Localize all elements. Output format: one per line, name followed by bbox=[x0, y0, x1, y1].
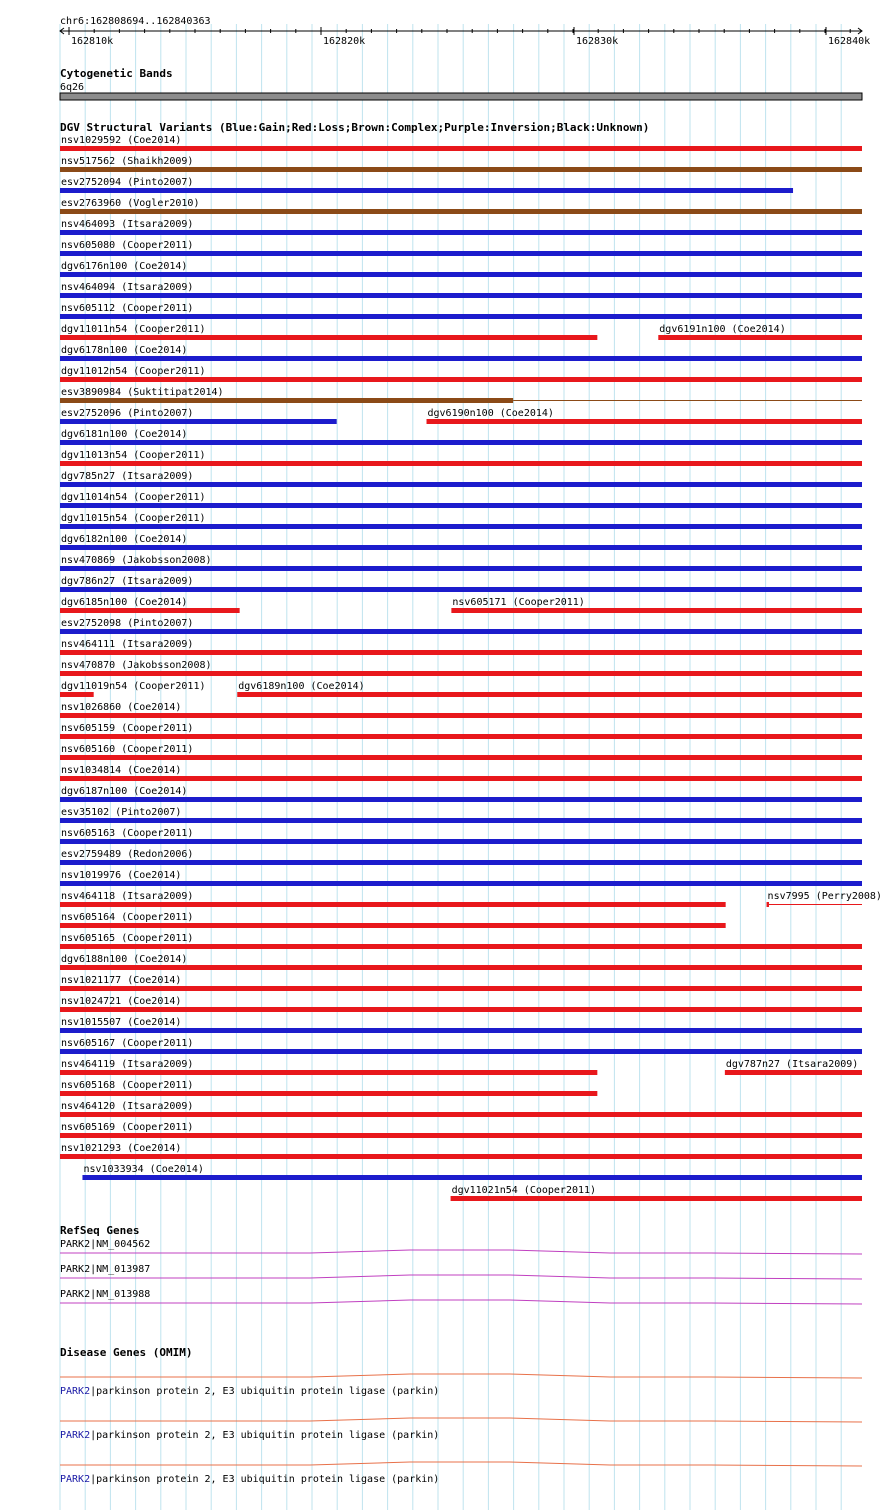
dgv-feature-label: nsv605165 (Cooper2011) bbox=[61, 933, 194, 944]
dgv-feature[interactable] bbox=[60, 807, 862, 823]
dgv-feature-bar[interactable] bbox=[60, 377, 862, 382]
dgv-feature-label: dgv6182n100 (Coe2014) bbox=[61, 534, 188, 545]
dgv-feature[interactable] bbox=[60, 765, 862, 781]
dgv-feature[interactable] bbox=[60, 870, 862, 886]
dgv-feature-bar[interactable] bbox=[60, 608, 240, 613]
refseq-gene-line[interactable] bbox=[60, 1300, 862, 1304]
dgv-feature-label: nsv605169 (Cooper2011) bbox=[61, 1122, 194, 1133]
dgv-feature-bar[interactable] bbox=[60, 986, 862, 991]
dgv-feature[interactable] bbox=[451, 597, 862, 613]
refseq-track-title: RefSeq Genes bbox=[60, 1224, 140, 1237]
dgv-feature-bar[interactable] bbox=[60, 944, 862, 949]
dgv-feature-bar[interactable] bbox=[60, 482, 862, 487]
dgv-feature-label: dgv11011n54 (Cooper2011) bbox=[61, 324, 206, 335]
dgv-feature[interactable] bbox=[658, 324, 862, 340]
dgv-feature-label: dgv786n27 (Itsara2009) bbox=[61, 576, 194, 587]
dgv-feature[interactable] bbox=[60, 933, 862, 949]
dgv-feature-label: dgv11014n54 (Cooper2011) bbox=[61, 492, 206, 503]
dgv-feature-label: nsv1021177 (Coe2014) bbox=[61, 975, 182, 986]
dgv-feature-label: esv2752096 (Pinto2007) bbox=[61, 408, 194, 419]
omim-entry[interactable] bbox=[60, 1462, 862, 1485]
dgv-feature-label: nsv464120 (Itsara2009) bbox=[61, 1101, 194, 1112]
dgv-feature[interactable] bbox=[60, 681, 206, 697]
dgv-feature-label: dgv6191n100 (Coe2014) bbox=[659, 324, 786, 335]
dgv-feature-label: dgv11019n54 (Cooper2011) bbox=[61, 681, 206, 692]
dgv-feature-bar[interactable] bbox=[60, 566, 862, 571]
dgv-feature-label: nsv605164 (Cooper2011) bbox=[61, 912, 194, 923]
dgv-feature[interactable] bbox=[60, 177, 793, 193]
dgv-feature-bar[interactable] bbox=[60, 1154, 862, 1159]
dgv-feature-bar[interactable] bbox=[60, 734, 862, 739]
dgv-feature[interactable] bbox=[60, 639, 862, 655]
omim-entry[interactable] bbox=[60, 1418, 862, 1441]
refseq-track bbox=[60, 1224, 862, 1304]
ruler-tick-label: 162810k bbox=[71, 36, 114, 47]
dgv-feature-label: dgv11013n54 (Cooper2011) bbox=[61, 450, 206, 461]
dgv-feature-label: dgv6190n100 (Coe2014) bbox=[427, 408, 554, 419]
dgv-feature[interactable] bbox=[60, 240, 862, 256]
dgv-feature[interactable] bbox=[60, 702, 862, 718]
dgv-feature-bar[interactable] bbox=[60, 398, 513, 403]
dgv-feature[interactable] bbox=[60, 219, 862, 235]
dgv-feature-label: nsv1021293 (Coe2014) bbox=[61, 1143, 182, 1154]
dgv-feature-bar[interactable] bbox=[60, 881, 862, 886]
dgv-feature[interactable] bbox=[60, 198, 862, 214]
dgv-feature[interactable] bbox=[725, 1059, 862, 1075]
dgv-feature[interactable] bbox=[60, 282, 862, 298]
dgv-feature-bar[interactable] bbox=[60, 251, 862, 256]
dgv-feature-label: nsv470870 (Jakobsson2008) bbox=[61, 660, 212, 671]
dgv-feature[interactable] bbox=[60, 513, 862, 529]
dgv-feature-label: dgv6185n100 (Coe2014) bbox=[61, 597, 188, 608]
omim-description: |parkinson protein 2, E3 ubiquitin protein ligase (parkin) bbox=[90, 1386, 440, 1397]
dgv-feature-label: nsv464119 (Itsara2009) bbox=[61, 1059, 194, 1070]
dgv-feature-label: nsv605112 (Cooper2011) bbox=[61, 303, 194, 314]
refseq-gene-label: PARK2|NM_004562 bbox=[60, 1239, 151, 1250]
dgv-feature-bar[interactable] bbox=[60, 776, 862, 781]
dgv-feature-bar[interactable] bbox=[60, 188, 793, 193]
dgv-feature-bar[interactable] bbox=[60, 461, 862, 466]
cytoband-track bbox=[60, 67, 862, 100]
omim-entry-label bbox=[60, 1386, 439, 1397]
dgv-feature-label: esv2752098 (Pinto2007) bbox=[61, 618, 194, 629]
dgv-feature[interactable] bbox=[60, 366, 862, 382]
dgv-feature-label: nsv605167 (Cooper2011) bbox=[61, 1038, 194, 1049]
ruler-ticks bbox=[69, 27, 870, 47]
dgv-feature-label: nsv464094 (Itsara2009) bbox=[61, 282, 194, 293]
dgv-feature[interactable] bbox=[60, 471, 862, 487]
dgv-feature-bar[interactable] bbox=[60, 356, 862, 361]
refseq-gene-label: PARK2|NM_013987 bbox=[60, 1264, 151, 1275]
dgv-feature-label: dgv11012n54 (Cooper2011) bbox=[61, 366, 206, 377]
dgv-feature-label: nsv517562 (Shaikh2009) bbox=[61, 156, 194, 167]
dgv-feature-bar[interactable] bbox=[60, 818, 862, 823]
dgv-feature[interactable] bbox=[60, 912, 726, 928]
dgv-feature[interactable] bbox=[60, 1101, 862, 1117]
dgv-feature-bar[interactable] bbox=[60, 167, 862, 172]
dgv-feature-bar[interactable] bbox=[60, 314, 862, 319]
dgv-feature-bar[interactable] bbox=[60, 1133, 862, 1138]
dgv-feature-label: dgv11021n54 (Cooper2011) bbox=[451, 1185, 597, 1196]
dgv-feature-label: nsv605159 (Cooper2011) bbox=[61, 723, 194, 734]
refseq-gene[interactable] bbox=[60, 1239, 862, 1254]
dgv-feature-label: nsv1033934 (Coe2014) bbox=[83, 1164, 204, 1175]
dgv-feature-bar[interactable] bbox=[60, 1091, 597, 1096]
dgv-feature[interactable] bbox=[60, 954, 862, 970]
dgv-feature-label: nsv605163 (Cooper2011) bbox=[61, 828, 194, 839]
dgv-feature[interactable] bbox=[60, 975, 862, 991]
dgv-feature[interactable] bbox=[60, 1059, 597, 1075]
omim-gene-link[interactable]: PARK2 bbox=[60, 1474, 91, 1485]
omim-track bbox=[60, 1346, 862, 1485]
dgv-feature[interactable] bbox=[60, 156, 862, 172]
refseq-gene-line[interactable] bbox=[60, 1275, 862, 1279]
refseq-gene-label: PARK2|NM_013988 bbox=[60, 1289, 151, 1300]
dgv-feature[interactable] bbox=[60, 387, 862, 403]
dgv-feature-bar[interactable] bbox=[60, 545, 862, 550]
ruler bbox=[60, 16, 870, 47]
dgv-feature-bar[interactable] bbox=[60, 146, 862, 151]
dgv-feature-bar[interactable] bbox=[60, 692, 94, 697]
refseq-features bbox=[60, 1239, 862, 1304]
dgv-feature[interactable] bbox=[60, 618, 862, 634]
dgv-feature[interactable] bbox=[60, 1080, 597, 1096]
omim-description: |parkinson protein 2, E3 ubiquitin protein ligase (parkin) bbox=[90, 1474, 440, 1485]
dgv-feature-label: nsv1015507 (Coe2014) bbox=[61, 1017, 182, 1028]
dgv-feature[interactable] bbox=[82, 1164, 862, 1180]
dgv-feature-label: nsv605080 (Cooper2011) bbox=[61, 240, 194, 251]
dgv-feature-label: nsv605160 (Cooper2011) bbox=[61, 744, 194, 755]
dgv-feature[interactable] bbox=[60, 324, 597, 340]
dgv-feature-label: nsv7995 (Perry2008) bbox=[767, 891, 882, 902]
dgv-feature-bar[interactable] bbox=[60, 1028, 862, 1033]
cytoband-track-title: Cytogenetic Bands bbox=[60, 67, 173, 80]
dgv-feature-bar[interactable] bbox=[60, 1112, 862, 1117]
dgv-feature-label: dgv6178n100 (Coe2014) bbox=[61, 345, 188, 356]
omim-entry-line[interactable] bbox=[60, 1418, 862, 1422]
dgv-track bbox=[60, 121, 882, 1201]
dgv-feature[interactable] bbox=[60, 135, 862, 151]
dgv-feature[interactable] bbox=[237, 681, 862, 697]
dgv-feature[interactable] bbox=[60, 828, 862, 844]
dgv-feature-bar[interactable] bbox=[60, 335, 597, 340]
dgv-feature-bar[interactable] bbox=[237, 692, 862, 697]
dgv-feature-label: esv2759489 (Redon2006) bbox=[61, 849, 194, 860]
dgv-feature[interactable] bbox=[427, 408, 862, 424]
dgv-feature-label: dgv11015n54 (Cooper2011) bbox=[61, 513, 206, 524]
dgv-feature-bar[interactable] bbox=[60, 230, 862, 235]
refseq-gene[interactable] bbox=[60, 1264, 862, 1279]
dgv-feature[interactable] bbox=[60, 891, 726, 907]
dgv-feature[interactable] bbox=[60, 576, 862, 592]
omim-track-title: Disease Genes (OMIM) bbox=[60, 1346, 193, 1359]
dgv-track-title: DGV Structural Variants (Blue:Gain;Red:Loss;Brown:Complex;Purple:Inversion;Black:Unknown) bbox=[60, 121, 650, 134]
dgv-feature[interactable] bbox=[60, 786, 862, 802]
dgv-features bbox=[60, 135, 882, 1201]
dgv-feature-label: dgv6187n100 (Coe2014) bbox=[61, 786, 188, 797]
dgv-feature[interactable] bbox=[60, 303, 862, 319]
dgv-feature-label: dgv6189n100 (Coe2014) bbox=[238, 681, 365, 692]
omim-entry-label bbox=[60, 1474, 439, 1485]
refseq-gene-line[interactable] bbox=[60, 1250, 862, 1254]
dgv-feature-bar[interactable] bbox=[60, 440, 862, 445]
dgv-feature-bar[interactable] bbox=[60, 797, 862, 802]
dgv-feature[interactable] bbox=[60, 450, 862, 466]
dgv-feature-bar[interactable] bbox=[60, 713, 862, 718]
dgv-feature-bar[interactable] bbox=[60, 839, 862, 844]
dgv-feature-bar[interactable] bbox=[767, 902, 769, 907]
dgv-feature-label: nsv1034814 (Coe2014) bbox=[61, 765, 182, 776]
dgv-feature-label: nsv605171 (Cooper2011) bbox=[452, 597, 585, 608]
omim-entry[interactable] bbox=[60, 1374, 862, 1397]
dgv-feature-bar[interactable] bbox=[725, 1070, 862, 1075]
dgv-feature-bar[interactable] bbox=[60, 902, 726, 907]
dgv-feature-bar[interactable] bbox=[60, 1070, 597, 1075]
dgv-feature[interactable] bbox=[60, 1122, 862, 1138]
dgv-feature-label: dgv6188n100 (Coe2014) bbox=[61, 954, 188, 965]
dgv-feature-bar[interactable] bbox=[60, 524, 862, 529]
dgv-feature-bar[interactable] bbox=[60, 650, 862, 655]
dgv-feature[interactable] bbox=[60, 429, 862, 445]
dgv-feature-label: nsv605168 (Cooper2011) bbox=[61, 1080, 194, 1091]
omim-description: |parkinson protein 2, E3 ubiquitin protein ligase (parkin) bbox=[90, 1430, 440, 1441]
dgv-feature[interactable] bbox=[60, 660, 862, 676]
omim-entry-label bbox=[60, 1430, 439, 1441]
dgv-feature-label: nsv1029592 (Coe2014) bbox=[61, 135, 182, 146]
omim-gene-link[interactable]: PARK2 bbox=[60, 1430, 91, 1441]
dgv-feature[interactable] bbox=[60, 996, 862, 1012]
dgv-feature-label: nsv464111 (Itsara2009) bbox=[61, 639, 194, 650]
cytoband-bar[interactable] bbox=[60, 93, 862, 100]
omim-entry-line[interactable] bbox=[60, 1462, 862, 1466]
dgv-feature-bar[interactable] bbox=[60, 209, 862, 214]
dgv-feature[interactable] bbox=[60, 849, 862, 865]
dgv-feature-label: nsv470869 (Jakobsson2008) bbox=[61, 555, 212, 566]
dgv-feature-bar[interactable] bbox=[60, 755, 862, 760]
dgv-feature[interactable] bbox=[60, 597, 240, 613]
dgv-feature-bar[interactable] bbox=[451, 1196, 862, 1201]
dgv-feature-label: nsv1024721 (Coe2014) bbox=[61, 996, 182, 1007]
dgv-feature[interactable] bbox=[767, 891, 882, 907]
dgv-feature-label: nsv464118 (Itsara2009) bbox=[61, 891, 194, 902]
dgv-feature-bar[interactable] bbox=[82, 1175, 862, 1180]
dgv-feature-bar[interactable] bbox=[60, 671, 862, 676]
dgv-feature-bar[interactable] bbox=[658, 335, 862, 340]
dgv-feature[interactable] bbox=[60, 492, 862, 508]
dgv-feature[interactable] bbox=[60, 1017, 862, 1033]
dgv-feature[interactable] bbox=[60, 261, 862, 277]
dgv-feature-bar[interactable] bbox=[60, 1007, 862, 1012]
dgv-feature[interactable] bbox=[60, 345, 862, 361]
dgv-feature-bar[interactable] bbox=[60, 923, 726, 928]
dgv-feature-bar[interactable] bbox=[60, 272, 862, 277]
ruler-tick-label: 162840k bbox=[828, 36, 871, 47]
dgv-feature-label: dgv785n27 (Itsara2009) bbox=[61, 471, 194, 482]
dgv-feature-bar[interactable] bbox=[60, 860, 862, 865]
dgv-feature-label: esv3890984 (Suktitipat2014) bbox=[61, 387, 224, 398]
dgv-feature[interactable] bbox=[60, 555, 862, 571]
dgv-feature-label: nsv464093 (Itsara2009) bbox=[61, 219, 194, 230]
dgv-feature-bar[interactable] bbox=[451, 608, 862, 613]
cytoband-label: 6q26 bbox=[60, 82, 85, 93]
dgv-feature[interactable] bbox=[60, 1038, 862, 1054]
dgv-feature-label: nsv1019976 (Coe2014) bbox=[61, 870, 182, 881]
omim-features bbox=[60, 1374, 862, 1485]
dgv-feature-bar[interactable] bbox=[60, 1049, 862, 1054]
dgv-feature-label: dgv6176n100 (Coe2014) bbox=[61, 261, 188, 272]
dgv-feature-label: dgv787n27 (Itsara2009) bbox=[725, 1059, 859, 1070]
dgv-feature[interactable] bbox=[60, 408, 337, 424]
ruler-tick-label: 162820k bbox=[323, 36, 366, 47]
ruler-region-label: chr6:162808694..162840363 bbox=[60, 16, 211, 27]
dgv-feature[interactable] bbox=[60, 723, 862, 739]
dgv-feature-bar[interactable] bbox=[60, 629, 862, 634]
dgv-feature-bar[interactable] bbox=[60, 965, 862, 970]
dgv-feature[interactable] bbox=[451, 1185, 862, 1201]
omim-gene-link[interactable]: PARK2 bbox=[60, 1386, 91, 1397]
ruler-tick-label: 162830k bbox=[576, 36, 619, 47]
dgv-feature[interactable] bbox=[60, 1143, 862, 1159]
dgv-feature-bar[interactable] bbox=[60, 419, 337, 424]
dgv-feature-bar[interactable] bbox=[427, 419, 862, 424]
dgv-feature-label: esv35102 (Pinto2007) bbox=[61, 807, 182, 818]
dgv-feature-bar[interactable] bbox=[60, 503, 862, 508]
dgv-feature-label: esv2752094 (Pinto2007) bbox=[61, 177, 194, 188]
dgv-feature-label: dgv6181n100 (Coe2014) bbox=[61, 429, 188, 440]
dgv-feature[interactable] bbox=[60, 744, 862, 760]
dgv-feature-bar[interactable] bbox=[60, 587, 862, 592]
omim-entry-line[interactable] bbox=[60, 1374, 862, 1378]
refseq-gene[interactable] bbox=[60, 1289, 862, 1304]
dgv-feature-bar[interactable] bbox=[60, 293, 862, 298]
dgv-feature-label: nsv1026860 (Coe2014) bbox=[61, 702, 182, 713]
dgv-feature[interactable] bbox=[60, 534, 862, 550]
dgv-feature-label: esv2763960 (Vogler2010) bbox=[61, 198, 200, 209]
